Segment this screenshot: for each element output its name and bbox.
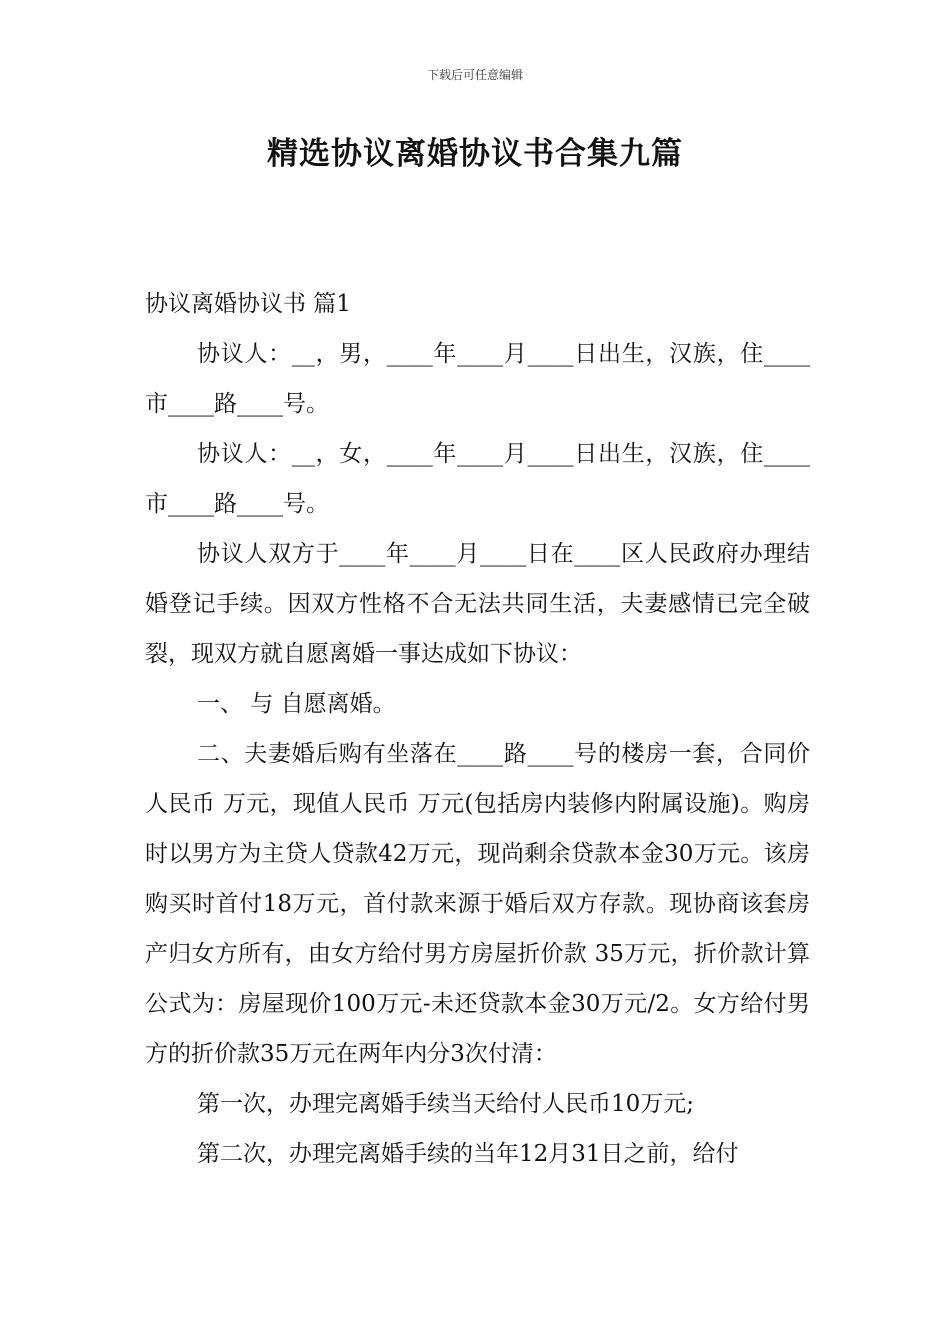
paragraph-marriage-registration: 协议人双方于____年____月____日在____区人民政府办理结婚登记手续。因双方性格不合无法共同生活，夫妻感情已完全破裂，现双方就自愿离婚一事达成如下协议： <box>145 541 810 667</box>
section-heading: 协议离婚协议书 篇1 <box>145 291 351 317</box>
document-body <box>145 279 810 1179</box>
document-title: 精选协议离婚协议书合集九篇 <box>267 136 683 172</box>
page-header-note: 下载后可任意编辑 <box>426 68 523 82</box>
paragraph-payment-1: 第一次，办理完离婚手续当天给付人民币10万元; <box>197 1091 695 1117</box>
paragraph-party-male: 协议人：__，男，____年____月____日出生，汉族，住____市____路____号。 <box>145 341 810 417</box>
paragraph-party-female: 协议人：__，女，____年____月____日出生，汉族，住____市____路____号。 <box>145 441 810 517</box>
paragraph-clause-2: 二、夫妻婚后购有坐落在____路____号的楼房一套，合同价人民币 万元，现值人民币 万元(包括房内装修内附属设施)。购房时以男方为主贷人贷款42万元，现尚剩余贷款本金30万元。该房购买时首付18万元，首付款来源于婚后双方存款。现协商该套房产归女方所有，由女方给付男方房屋折价款 35万元，折价款计算公式为：房屋现价100万元-未还贷款本金30万元/2。女方给付男方的折价款35万元在两年内分3次付清： <box>145 741 810 1067</box>
paragraph-payment-2: 第二次，办理完离婚手续的当年12月31日之前，给付 <box>197 1141 739 1167</box>
paragraph-clause-1: 一、 与 自愿离婚。 <box>197 691 396 717</box>
